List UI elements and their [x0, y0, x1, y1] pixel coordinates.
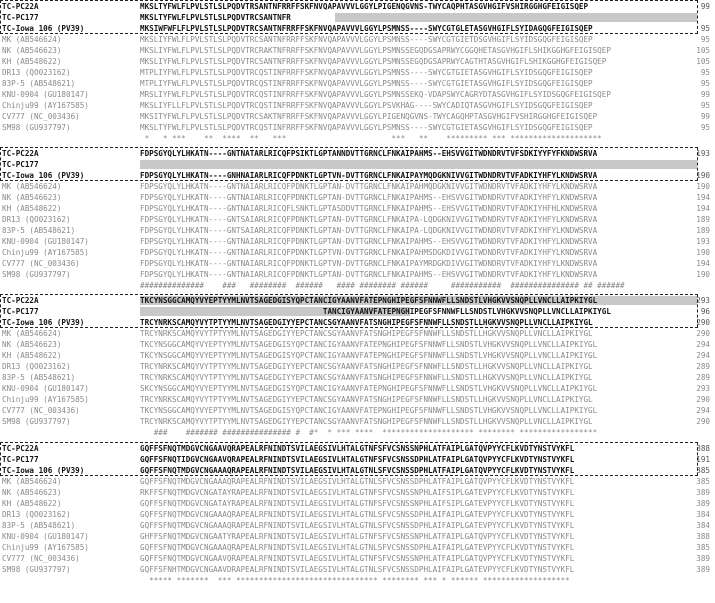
sequence-residues: GQFFSFNQTMDGVCNGAAAQRAPEALRFNINDTSVILAEGSIVLHTALGTNLSFVCSNSSDPHLAIFAIPLGATEVPYYCFLKVDTYNSTVYKFL	[140, 521, 575, 530]
sequence-label: CV777 (NC_003436)	[2, 554, 80, 563]
sequence-label: TC-PC177	[2, 160, 39, 169]
residue-count: 99	[700, 112, 710, 121]
sequence-row	[0, 339, 715, 350]
consensus-row	[0, 280, 715, 291]
sequence-row	[0, 405, 715, 416]
sequence-label: DR13 (QO023162)	[2, 68, 71, 77]
residue-count: 190	[696, 182, 710, 191]
sequence-residues: FDPSGYQLYLHKATN----GNTNAIARLRICQFPDNKTLGPTAN-DVTTGRNCLFNKAIPAHMS--EHSVVGITWDNDRVTVFADKIYHFYLKNDWSRVA	[140, 237, 598, 246]
residue-count: 294	[696, 351, 710, 360]
sequence-row	[0, 317, 715, 328]
residue-count: 189	[696, 226, 710, 235]
sequence-row	[0, 203, 715, 214]
sequence-row	[0, 247, 715, 258]
sequence-label: 83P-5 (AB548621)	[2, 226, 76, 235]
sequence-residues: SKCYNSGGCAMQYVYEPTYYMLNVTSAGEDGISYQPCTANCIGYAANVFATEPNGHIPEGFSFNNWFLLSNDSTLVHGKVVSNQPLLVNCLLAIPKIYGL	[140, 384, 598, 393]
residue-count: 95	[700, 79, 710, 88]
sequence-residues: GQFFSFNQTMDGVCNGAAVQRAPEALRFNINDTSVILAEGSIVLHTALGTNFSFVCSNSSNPHLATFAIPLGATQVPYYCFLKVDTYNSTVYKFL	[140, 444, 575, 453]
sequence-residues: FDPSGYQLYLHKATN----GNTSAIARLRICQFPDNKTLGPTAN-DVTTGRNCLFNKAIPA-LQDGKNIVVGITWDNDRVTVFADKIYHFYLKNDWSRVA	[140, 226, 598, 235]
sequence-row	[0, 361, 715, 372]
sequence-row	[0, 214, 715, 225]
sequence-label: MK (AB546624)	[2, 35, 62, 44]
residue-count: 385	[696, 466, 710, 475]
sequence-row	[0, 487, 715, 498]
residue-count: 388	[696, 444, 710, 453]
sequence-row	[0, 520, 715, 531]
residue-count: 290	[696, 329, 710, 338]
sequence-residues: FDPSGYQLYLHKATN----GNHNAIARLRICQFPDNKTLGPTVN-DVTTGRNCLFNKAIPAYMQDGKNIVVGITWDNDRVTVFADKIYHFYLKNDWSRVA	[140, 171, 598, 180]
sequence-label: 83P-5 (AB548621)	[2, 79, 76, 88]
sequence-row	[0, 122, 715, 133]
sequence-row	[0, 236, 715, 247]
consensus-symbols: ***** ******* *** ******************************* ******** *** * ****** *******************	[140, 576, 570, 585]
residue-count: 95	[700, 101, 710, 110]
residue-count: 191	[696, 455, 710, 464]
sequence-row	[0, 328, 715, 339]
sequence-residues: MKSLTYFWLFLPVLSTLSLPQDVTRCSANTNFR	[140, 13, 291, 22]
sequence-residues: FDPSGYQLYLHKATN----GNTNAIARLRICQFPDNKTLGPTAN-DVTTGRNCLFNKAIPAHMQDGKNIVVGITWDNDRVTVFADKIYHFYLKNDWSRVA	[140, 182, 598, 191]
sequence-residues: FDPSGYQLYLHKATN----GNTSAIARLRICQFPDNKTLGPTAN-DVTTGRNCLFNKAIPA-LQDGKNIVVGITWDNDRVTVFADKIYHFYLKNDWSRVA	[140, 215, 598, 224]
sequence-residues: FDPSGYQLYLHKATN----GNTNAIARLRICQFLSNKTLGPTASDDVTTGRNCLFNKAIPAHMS--EHSVVGITWDNDRVTVFADKIYHFHLKNDWSRVA	[140, 204, 598, 213]
sequence-residues: FDPSGYQLYLHKATN----GNTNAIARLRICQFPDNKTLGPTAN-DVTTGRNCLFNKAIPAHMS--EHSVVGITWDNDRVTVFADKIYHFYLKNDWSRVA	[140, 193, 598, 202]
consensus-row	[0, 133, 715, 144]
sequence-label: KNU-0904 (GU180147)	[2, 90, 89, 99]
sequence-row	[0, 100, 715, 111]
sequence-residues: GQFFSFNQTMDGVCNGATAYRAPEALRFNINDTSVILAEGSIVLHTALGTNFSFVCSNSSNPHLAIFSIPLGATEVPYYCFLKVDTYNSTVYKFL	[140, 499, 575, 508]
sequence-residues: GQFFSFNQTMDGVCNGAAAQRAPEALRFNINDTSVILAEGSIVLHTALGTNLSFVCSNSSDPHLAIFAIPLGATEVPYYCFLKVDTYNSTVYKFL	[140, 543, 575, 552]
sequence-label: MK (AB546624)	[2, 477, 62, 486]
residue-count: 289	[696, 362, 710, 371]
residue-count: 194	[696, 259, 710, 268]
residue-count: 194	[696, 204, 710, 213]
sequence-residues: MKSLIYFWLFLPVLSTLSLPQDVTRCRAKTNFRRFFSKFNVQAPAVVVLGGYLPSMNSSEGQDGSAPRWYCGGQHETASGVHGIFLSHIKGGHGFEIGISQEP	[140, 46, 611, 55]
sequence-row	[0, 78, 715, 89]
residue-count: 389	[696, 554, 710, 563]
sequence-label: TC-PC22A	[2, 2, 39, 11]
sequence-residues: TRCYNRKSCAMQYVYTPTYYMLNVTSAGEDGIYYEPCTANCSGYAANVFATSNGHIPEGFSFNNWFLLSNDSTLLHGKVVSNQPLLVNCLLAIPKIYGL	[140, 362, 593, 371]
sequence-residues: FDPSGYQLYLHKATN----GNTNATARLRICQFPSIKTLGPTANNDVTTGRNCLFNKAIPAHMS--EHSVVGITWDNDRVTVFSDKIYYFYFKNDWSRVA	[140, 149, 598, 158]
sequence-label: NK (AB546623)	[2, 340, 62, 349]
sequence-row	[0, 181, 715, 192]
sequence-label: DR13 (QO023162)	[2, 510, 71, 519]
sequence-row	[0, 542, 715, 553]
sequence-row	[0, 372, 715, 383]
residue-count: 289	[696, 373, 710, 382]
sequence-label: TC-PC177	[2, 307, 39, 316]
sequence-residues: GHFFSFNQTMDGVCNGAATYRAPEALRFNINDTSVILAEGSIVLHTALGTNFSFVCSNSSNPHLATFAIPLGATQVPYYCFLKVDTYNSTVYKFL	[140, 532, 575, 541]
sequence-row	[0, 306, 715, 317]
sequence-label: CV777 (NC_003436)	[2, 406, 80, 415]
residue-count: 96	[700, 307, 710, 316]
sequence-row	[0, 1, 715, 12]
sequence-residues: MRSLIYFWLFLPVLSTLSLPQDVTRCQSTINFRRFFSKFNVQAPAVVVLGGYLPSMNSSEKQ-VDAPSWYCAGRYDTASGVHGIFLSYIDSGQGFEIGISQEP	[140, 90, 611, 99]
sequence-row	[0, 111, 715, 122]
sequence-row	[0, 159, 715, 170]
sequence-row	[0, 564, 715, 575]
residue-count: 385	[696, 477, 710, 486]
residue-count: 389	[696, 488, 710, 497]
sequence-residues: MKSLIYFWLFLPVLSTLSLPQDVTRCSANTNFRRFFSKFNVQAPAVVVLGGYLPSMNSSEGQDGSAPRWYCAGTHTASGVHGIFLSHIKGGHGFEIGISQEP	[140, 57, 607, 66]
consensus-symbols: ### ####### ############### # #* * *** **** ******************** ******** *****************	[140, 428, 598, 437]
sequence-row	[0, 89, 715, 100]
sequence-label: SM98 (GU937797)	[2, 417, 71, 426]
sequence-residues: GQFFSFNQTMDGVCNGAAAQRAPEALRFNINDTSVILAEGSIVLHTALGTNLSFVCSNSSDPHLAIFAIPLGATEVPYYCFLKVDTYNSTVYKFL	[140, 510, 575, 519]
sequence-label: SM98 (GU937797)	[2, 270, 71, 279]
residue-count: 389	[696, 565, 710, 574]
sequence-label: TC-Iowa 106 (PV39)	[2, 466, 85, 475]
consensus-row	[0, 575, 715, 586]
sequence-label: Chinju99 (AY167585)	[2, 543, 89, 552]
sequence-row	[0, 34, 715, 45]
sequence-label: KNU-0904 (GU180147)	[2, 384, 89, 393]
sequence-label: TC-Iowa 106 (PV39)	[2, 318, 85, 327]
sequence-residues: FDPSGYQLYLHKATN----GNTNAIARLRICQFPDNKTLGPTVN-DVTTGRNCLFNKAIPAHMSDGKDIVVGITWDNDRVTVFADKIYHFYLKNDWSRVA	[140, 248, 598, 257]
residue-count: 293	[696, 296, 710, 305]
sequence-residues: TRCYNRKSCAMQYVYTPTYYMLNVTSAGEDGIYYEPCTANCSGYAANVFATSNGHIPEGFSFNNWFLLSNDSTLLHGKVVSNQPLLVNCLLAIPKIYGL	[140, 417, 593, 426]
sequence-row	[0, 553, 715, 564]
sequence-residues: MKSLIYFLLFLPVLSTLSLPQDVTRCQSTINFRRFFSKFNVQAPAVVVLGGYLPSVKHAG----SWYCADIQTASGVHGIFLSYIDSGQGFEIGISQEP	[140, 101, 593, 110]
residue-count: 385	[696, 543, 710, 552]
sequence-row	[0, 225, 715, 236]
residue-count: 190	[696, 248, 710, 257]
residue-count: 388	[696, 532, 710, 541]
sequence-row	[0, 531, 715, 542]
sequence-residues: GQFFSFNQTMDGVCNGAAAQRAPEALRFNINDTSVILAEGSIVLHTALGTNLSFVCSNSSDPHLATFAIPLGATQVPYYCFLKVDTYNSTVYKFL	[140, 477, 575, 486]
sequence-label: MK (AB546624)	[2, 182, 62, 191]
residue-count: 190	[696, 171, 710, 180]
consensus-symbols: ############## ### ######## ###### #### ######## ###### ########### ############### ## ######	[140, 281, 625, 290]
residue-count: 189	[696, 215, 710, 224]
sequence-residues: GQFFSFNQTMDGVCNGAAVQRAPEALRFNINDTSVILAEGSIVLHTALGTNFSFVCSNSSNPHLATFAIPLGATQVPYYCFLKVDTYNSTVYKFL	[140, 554, 575, 563]
sequence-label: TC-PC22A	[2, 296, 39, 305]
sequence-residues: GQFFSFNHTMDGVCNGAAVDRAPEALRFNINDTSVILAEGSIVLHTALGTNLSFVCSNSSDPHLAIFAIPLGATEVPYYCFLKVDTYNSTVYKFL	[140, 565, 575, 574]
sequence-row	[0, 509, 715, 520]
sequence-residues: TRCYNRKSCAMQYVYTPTYYMLNVTSAGEDGIYYEPCTANCSGYAANVFATSNGHIPEGFSFNNWFLLSNDSTLLHGKVVSNQPLLVNCLLAIPKIYGL	[140, 395, 593, 404]
sequence-label: 83P-5 (AB548621)	[2, 373, 76, 382]
sequence-label: CV777 (NC_003436)	[2, 259, 80, 268]
sequence-label: 83P-5 (AB548621)	[2, 521, 76, 530]
sequence-residues: RKFFSFNQTMDGVCNGATAYRAPEALRFNINDTSVILAEGSIVLHTALGTNFSFVCSNSSNPHLAIFSIPLGATEVPYYCFLKVDTYNSTVYKFL	[140, 488, 575, 497]
residue-count: 193	[696, 237, 710, 246]
sequence-residues: MKSITYFWLFLPVLSTLSLPQDVTRCSAKTNFRRFFSKFNVQAPAVVVLGGYLPIGENQGVNS-TWYCAGQHPTASGVHGIFVSHIRGGHGFEIGISQEP	[140, 112, 598, 121]
sequence-residues: TRCYNRKSCAMQYVYTPTYYMLNVTSAGEDGIYYEPCTANCSGYAANVFATSNGHIPEGFSFNNWFLLSNDSTLLHGKVVSNQPLLVNCLLAIPKIYGL	[140, 373, 593, 382]
sequence-row	[0, 23, 715, 34]
sequence-residues: MTPLIYFWLFLPVLSTLSLPQDVTRCQSTINFRRFFSKFNVQAPAVVVLGGYLPSMNSS----SWYCGTGIETASGVHGIFLSYIDSGQGFEIGISQEP	[140, 68, 593, 77]
sequence-row	[0, 454, 715, 465]
sequence-row	[0, 56, 715, 67]
residue-count: 190	[696, 270, 710, 279]
sequence-residues: MKSIWFWFLFLPVLSTLSLPQDVTRCSANTNFRRFFSKFNVQAPAVVVLGGYLPSMNSS----SWYCGTGLETASGVHGIFLSYIDAGQGFEIGISQEP	[140, 24, 593, 33]
sequence-label: KH (AB548622)	[2, 351, 62, 360]
residue-count: 294	[696, 340, 710, 349]
residue-count: 95	[700, 35, 710, 44]
consensus-symbols: * * *** ** **** ** *** *** ** ********* *** ********************	[140, 134, 602, 143]
residue-count: 193	[696, 149, 710, 158]
sequence-row	[0, 269, 715, 280]
sequence-residues: TKCYNSGGCAMQYVYEPTYYMLNVTSAGEDGISYQPCTANCIGYAANVFATEPNGHIPEGFSFNNWFLLSNDSTLVHGKVVSNQPLLVNCLLAIPKIYGL	[140, 340, 598, 349]
residue-count: 290	[696, 318, 710, 327]
residue-count: 294	[696, 406, 710, 415]
sequence-label: KNU-0904 (GU180147)	[2, 532, 89, 541]
sequence-label: NK (AB546623)	[2, 46, 62, 55]
sequence-residues: TKCYNSGGCAMQYVYEPTYYMLNVTSAGEDGISYQPCTANCIGYAANVFATEPNGHIPEGFSFNNWFLLSNDSTLVHGKVVSNQPLLVNCLLAIPKIYGL	[140, 351, 598, 360]
sequence-row	[0, 170, 715, 181]
sequence-label: KH (AB548622)	[2, 204, 62, 213]
sequence-label: MK (AB546624)	[2, 329, 62, 338]
residue-count: 290	[696, 395, 710, 404]
sequence-residues: MTPLIYFWLFLPVLSTLSLPQDVTRCQSTINFRRFFSKFNVQAPAVVVLGGYLPSMNSS----SWYCGTGIETASGVHGIFLSYIDSGQGFEIGISQEP	[140, 79, 593, 88]
sequence-label: DR13 (QO023162)	[2, 215, 71, 224]
sequence-residues: TRCYNRKSCAMQYVYTPTYYMLNVTSAGEDGIYYEPCTANCSGYAANVFATSNGHIPEGFSFNNWFLLSNDSTLLHGKVVSNQPLLVNCLLAIPKIYGL	[140, 318, 593, 327]
sequence-residues: TRCYNRKSCAMQYVYTPTYYMLNVTSAGEDGIYYEPCTANCSGYAANVFATSNGHIPEGFSFNNWFLLSNDSTLLHGKVVSNQPLLVNCLLAIPKIYGL	[140, 329, 593, 338]
sequence-row	[0, 192, 715, 203]
sequence-row	[0, 476, 715, 487]
sequence-row	[0, 258, 715, 269]
sequence-row	[0, 443, 715, 454]
residue-count: 384	[696, 521, 710, 530]
sequence-label: Chinju99 (AY167585)	[2, 395, 89, 404]
residue-count: 290	[696, 417, 710, 426]
residue-count: 99	[700, 90, 710, 99]
sequence-label: KH (AB548622)	[2, 57, 62, 66]
sequence-row	[0, 45, 715, 56]
sequence-residues: GQFFSFNQTMDGVCNGAAAQRAPEALRFNINDTSVILAEGSIVLHTALGTNLSFVCSNSSDPHLATFAIPLGATQVPYYCFLKVDTYNSTVYKFL	[140, 466, 575, 475]
sequence-label: NK (AB546623)	[2, 488, 62, 497]
residue-count: 293	[696, 384, 710, 393]
sequence-row	[0, 67, 715, 78]
sequence-row	[0, 295, 715, 306]
sequence-label: TC-PC22A	[2, 149, 39, 158]
sequence-residues: MKSLTYFWLFLPVLSTLSLPQDVTRCQSTINFRRFFSKFNVQAPAVVVLGGYLPSMNSS----SWYCGTGIETASGVHGIFLSYIDSGQGFEIGISQEP	[140, 123, 593, 132]
sequence-row	[0, 350, 715, 361]
sequence-residues: GQFFSFNQTIDGVCNGAAVQRAPEALRFNINDTSVILAEGSIVLHTALGTNFSFVCSNSSDPHLATFAIPLGATQVPYYCFLKVDTYNSTVYKFL	[140, 455, 575, 464]
sequence-label: TC-Iowa 106 (PV39)	[2, 171, 85, 180]
sequence-row	[0, 383, 715, 394]
sequence-row	[0, 498, 715, 509]
sequence-row	[0, 148, 715, 159]
sequence-label: SM98 (GU937797)	[2, 123, 71, 132]
sequence-label: SM98 (GU937797)	[2, 565, 71, 574]
sequence-row	[0, 465, 715, 476]
residue-count: 99	[700, 2, 710, 11]
sequence-residues: TKCYNSGGCAMQYVYEPTYYMLNVTSAGEDGISYQPCTANCIGYAANVFATEPNGHIPEGFSFNNWFLLSNDSTLVHGKVVSNQPLLVNCLLAIPKIYGL	[140, 296, 598, 305]
sequence-label: NK (AB546623)	[2, 193, 62, 202]
residue-count: 95	[700, 24, 710, 33]
sequence-residues: MKSLTYFWLFLPVLSTLSLPQDVTRSANTNFRRFFSKFNVQAPAVVVLGGYLPIGENQGVNS-TWYCAQPHTASGVHGIFVSHIRGGHGFEIGISQEP	[140, 2, 589, 11]
sequence-label: Chinju99 (AY167585)	[2, 101, 89, 110]
sequence-residues: FDPSGYQLYLHKATN----GNTNAIARLRICQFPDNKTLGPTAN-DVTTGRNCLFNKAIPAHMS--EHSVVGITWDNDRVTVFADKIYHFYLKNDWSRVA	[140, 270, 598, 279]
sequence-residues: MKSLIYFWLFLPVLSTLSLPQDVTRCSANTNFRRFFSKFNVQAPAVVVLGGYLPSMNSS----SWYCGTGIETDSGVHGIFLSYIDSGQGFEIGISQEP	[140, 35, 593, 44]
sequence-row	[0, 394, 715, 405]
sequence-label: TC-Iowa 106 (PV39)	[2, 24, 85, 33]
sequence-label: KH (AB548622)	[2, 499, 62, 508]
residue-count: 194	[696, 193, 710, 202]
residue-count: 105	[696, 57, 710, 66]
sequence-label: TC-PC22A	[2, 444, 39, 453]
sequence-residues: TANCIGYAANVFATEPNGHIPEGFSFNNWFLLSNDSTLVHGKVVSNQPLLVNCLLAIPKIYGL	[140, 307, 611, 316]
residue-count: 105	[696, 46, 710, 55]
residue-count: 95	[700, 68, 710, 77]
consensus-row	[0, 427, 715, 438]
sequence-label: CV777 (NC_003436)	[2, 112, 80, 121]
sequence-label: TC-PC177	[2, 13, 39, 22]
sequence-label: KNU-0904 (GU180147)	[2, 237, 89, 246]
sequence-row	[0, 416, 715, 427]
residue-count: 95	[700, 123, 710, 132]
sequence-label: DR13 (QO023162)	[2, 362, 71, 371]
sequence-row	[0, 12, 715, 23]
sequence-label: Chinju99 (AY167585)	[2, 248, 89, 257]
residue-count: 384	[696, 510, 710, 519]
sequence-residues: TKCYNSGGCAMQYVYEPTYYMLNVTSAGEDGISYQPCTANCIGYAANVFATEPNGHIPEGFSFNNWFLLSNDSTLVHGKVVSNQPLLVNCLLAIPKIYGL	[140, 406, 598, 415]
sequence-residues: FDPSGYQLYLHKATN----GNTNAIARLRICQFPDNKTLGPTVN-DVTTGRNCLFNKAIPAYMRDGKDIVVGITWDNDRVTVFADKIYHFYLKNDWSRVA	[140, 259, 598, 268]
residue-count: 389	[696, 499, 710, 508]
sequence-label: TC-PC177	[2, 455, 39, 464]
